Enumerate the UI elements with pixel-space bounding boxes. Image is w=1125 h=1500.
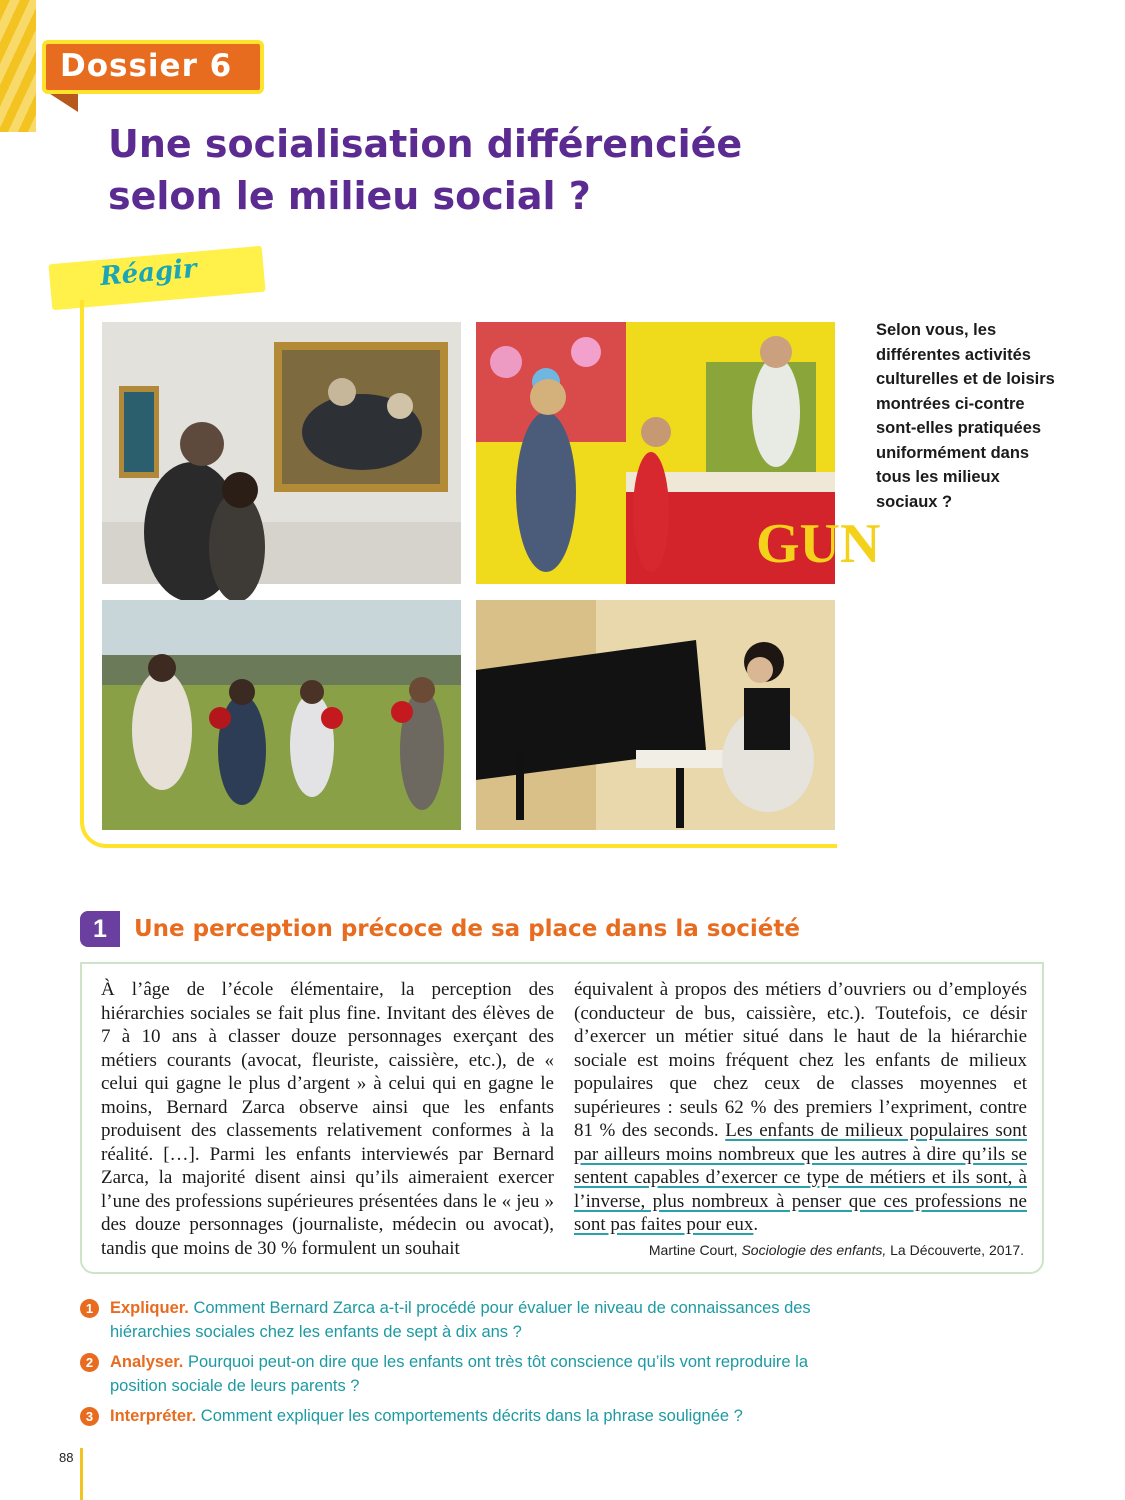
photo-museum bbox=[102, 322, 461, 584]
photo-fairground bbox=[476, 322, 881, 584]
source-author: Martine Court, bbox=[648, 1242, 742, 1258]
question-verb: Expliquer. bbox=[110, 1299, 189, 1317]
photo-piano bbox=[476, 600, 835, 830]
page-number: 88 bbox=[59, 1450, 74, 1465]
gun-sign: GUN bbox=[756, 513, 881, 575]
source-publisher: La Découverte, 2017. bbox=[886, 1242, 1024, 1258]
question-text: Comment Bernard Zarca a-t-il procédé pour évaluer le niveau de connaissances des hiérarchies sociales chez les enfants de sept à dix ans ? bbox=[110, 1299, 811, 1341]
question-item bbox=[80, 1404, 840, 1428]
corner-stripes bbox=[0, 0, 36, 132]
question-text: Comment expliquer les comportements décrits dans la phrase soulignée ? bbox=[196, 1407, 743, 1425]
reagir-label: Réagir bbox=[98, 253, 198, 293]
text-col2-end: . bbox=[753, 1214, 759, 1235]
question-verb: Interpréter. bbox=[110, 1407, 197, 1425]
text-column-1: À l’âge de l’école élémentaire, la perception des hiérarchies sociales se fait plus fine. Invitant des élèves de 7 à 10 ans à classer douze personnages exerçant des métiers courants (avocat, fleuriste, caissière, etc.), de « celui qui gagne le plus d’argent » à celui qui en gagne le moins, Bernard Zarca observe ainsi que les enfants produisent des classements relativement conformes à la réalité. […]. Parmi les enfants interviewés par Bernard Zarca, la majorité disent ainsi qu’ils aimeraient exercer l’une des professions supérieures présentées dans le « jeu » des douze personnages (journaliste, médecin ou avocat), tandis que moins de 30 % formulent un souhait bbox=[101, 979, 554, 1259]
document-text-box bbox=[80, 962, 1044, 1274]
source-work: Sociologie des enfants, bbox=[741, 1242, 887, 1258]
dossier-label: Dossier 6 bbox=[60, 48, 233, 84]
page-number-bar bbox=[80, 1448, 83, 1500]
reagir-question: Selon vous, les différentes activités culturelles et de loisirs montrées ci-contre sont-elles pratiquées uniformément dans tous les milieux sociaux ? bbox=[876, 321, 1055, 511]
question-item bbox=[80, 1296, 840, 1344]
question-number: 1 bbox=[80, 1299, 99, 1318]
title-line-2: selon le milieu social ? bbox=[108, 174, 591, 218]
section-number: 1 bbox=[80, 911, 120, 947]
text-column-2 bbox=[574, 978, 1027, 1237]
text-col2-start: équivalent à propos des métiers d’ouvriers ou d’employés (conducteur de bus, caissière, etc.). Toutefois, ce désir d’exercer un métier situé dans le haut de la hiérarchie sociale est moins fréquent chez les enfants de milieux populaires que chez ceux de classes moyennes et supérieures : seuls 62 % des premiers l’expriment, contre 81 % des seconds. bbox=[574, 979, 1027, 1141]
photo-boxing bbox=[102, 600, 461, 830]
question-verb: Analyser. bbox=[110, 1353, 184, 1371]
page-title bbox=[108, 118, 808, 222]
section-title: Une perception précoce de sa place dans la société bbox=[134, 916, 800, 942]
source-citation bbox=[649, 1242, 1024, 1258]
question-number: 3 bbox=[80, 1407, 99, 1426]
question-number: 2 bbox=[80, 1353, 99, 1372]
questions-list bbox=[80, 1296, 840, 1434]
question-item bbox=[80, 1350, 840, 1398]
underlined-sentence: Les enfants de milieux populaires sont par ailleurs moins nombreux que les autres à dire qu’ils se sentent capables d’exercer ce type de métiers et ils sont, à l’inverse, plus nombreux à penser que ces professions ne sont pas faites pour eux bbox=[574, 1120, 1027, 1235]
question-text: Pourquoi peut-on dire que les enfants ont très tôt conscience qu’ils vont reproduire la position sociale de leurs parents ? bbox=[110, 1353, 809, 1395]
title-line-1: Une socialisation différenciée bbox=[108, 122, 743, 166]
dossier-badge bbox=[42, 40, 264, 94]
